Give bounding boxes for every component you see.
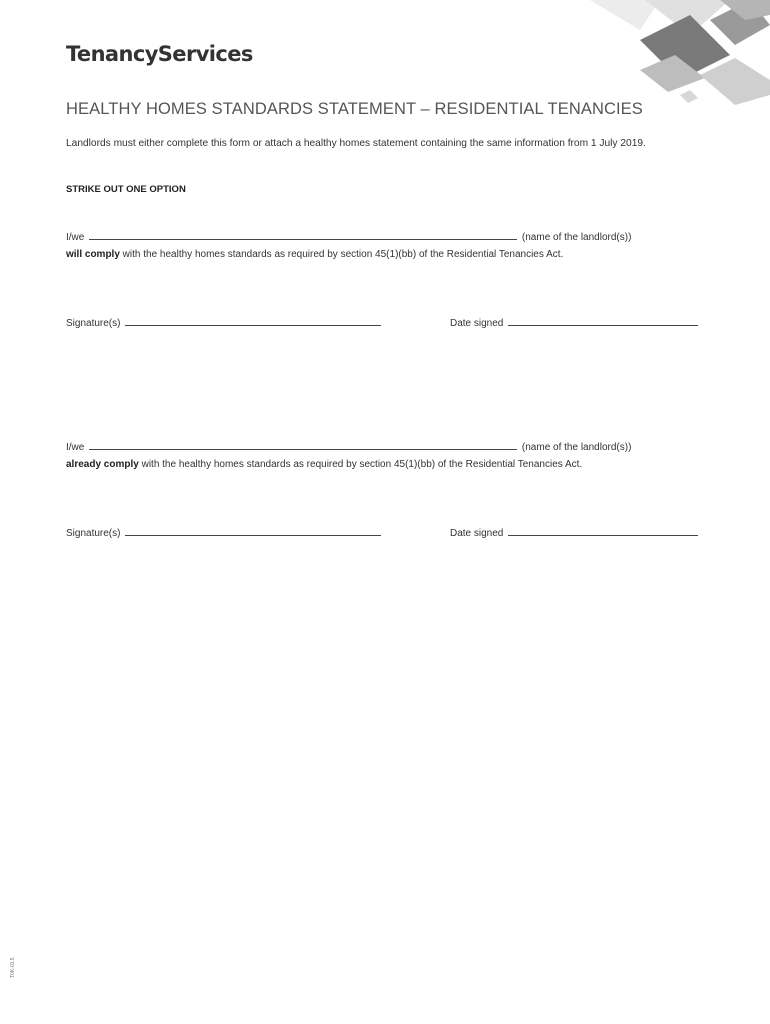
- iwe-label: I/we: [66, 442, 85, 453]
- iwe-label: I/we: [66, 232, 85, 243]
- date-label: Date signed: [450, 528, 504, 539]
- signature-field-2[interactable]: [125, 534, 381, 536]
- name-hint: (name of the landlord(s)): [521, 232, 632, 243]
- option1-signature: [66, 318, 383, 329]
- signature-field-1[interactable]: [125, 324, 381, 326]
- statement-rest: with the healthy homes standards as required by section 45(1)(bb) of the Residential Tenancies Act.: [138, 459, 583, 470]
- landlord-name-field-2[interactable]: [89, 448, 517, 450]
- option1-date: [450, 318, 700, 329]
- statement-rest: with the healthy homes standards as required by section 45(1)(bb) of the Residential Tenancies Act.: [119, 249, 564, 260]
- date-label: Date signed: [450, 318, 504, 329]
- already-comply-text: already comply: [66, 459, 139, 470]
- option1-statement: [66, 249, 563, 260]
- option2-statement: [66, 459, 582, 470]
- intro-text: Landlords must either complete this form or attach a healthy homes statement containing the same information from 1 July 2019.: [66, 138, 646, 149]
- signature-label: Signature(s): [66, 528, 121, 539]
- signature-label: Signature(s): [66, 318, 121, 329]
- page-title: HEALTHY HOMES STANDARDS STATEMENT – RESIDENTIAL TENANCIES: [66, 100, 643, 118]
- instruction-text: STRIKE OUT ONE OPTION: [66, 184, 186, 195]
- landlord-name-field-1[interactable]: [89, 238, 517, 240]
- date-field-2[interactable]: [508, 534, 698, 536]
- date-field-1[interactable]: [508, 324, 698, 326]
- option1-name-line: [66, 232, 631, 243]
- decorative-diamonds: [580, 0, 770, 110]
- option2-date: [450, 528, 700, 539]
- option2-name-line: [66, 442, 631, 453]
- will-comply-text: will comply: [66, 249, 120, 260]
- option2-signature: [66, 528, 383, 539]
- name-hint: (name of the landlord(s)): [521, 442, 632, 453]
- tenancy-services-logo: TenancyServices: [66, 42, 253, 66]
- form-code: T0K-01.5: [10, 957, 16, 978]
